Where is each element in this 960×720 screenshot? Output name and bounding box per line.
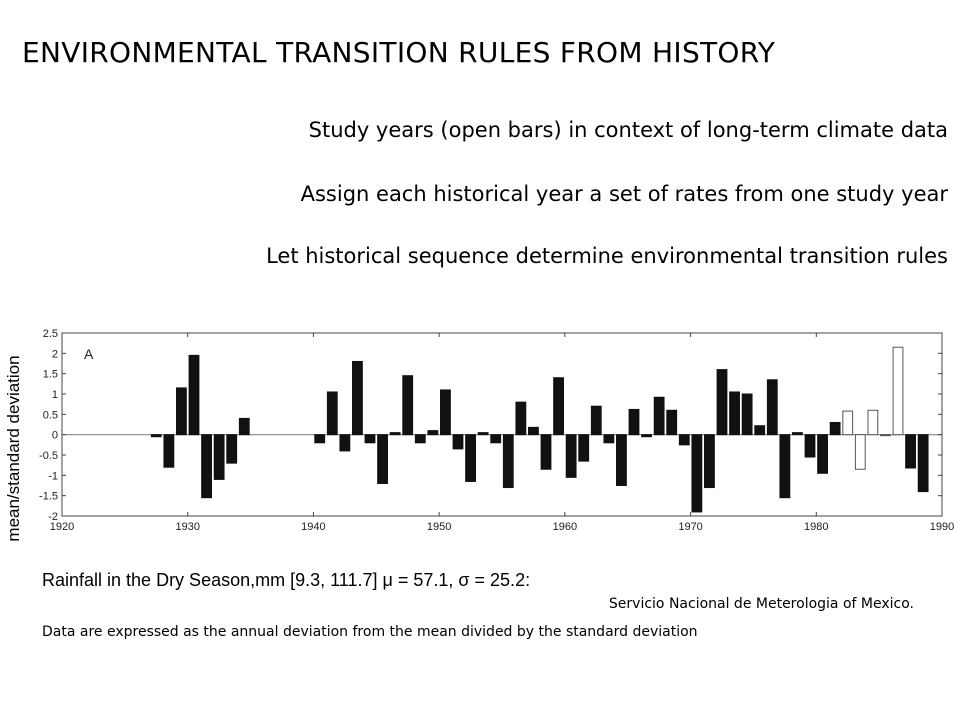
x-tick-label: 1940 — [301, 521, 326, 533]
historical-bar — [705, 435, 715, 488]
y-tick-label: 2 — [51, 348, 58, 361]
historical-bar — [918, 435, 928, 492]
historical-bar — [214, 435, 224, 480]
historical-bar — [227, 435, 237, 463]
x-tick-label: 1920 — [49, 521, 75, 533]
historical-bar — [415, 435, 425, 443]
bullet-transition-rules: Let historical sequence determine environmental transition rules — [266, 244, 948, 268]
y-tick-label: 1.5 — [42, 368, 58, 381]
historical-bar — [403, 376, 413, 435]
historical-bar — [755, 426, 765, 435]
y-axis-label: mean/standard deviation — [4, 355, 23, 542]
historical-bar — [579, 435, 589, 461]
study-year-bar — [855, 435, 865, 470]
historical-bar — [315, 435, 325, 443]
study-year-bar — [881, 435, 891, 436]
x-tick-label: 1970 — [678, 521, 703, 533]
historical-bar — [604, 435, 614, 443]
historical-bar — [353, 361, 363, 434]
y-tick-label: -1.5 — [39, 490, 58, 503]
historical-bar — [466, 435, 476, 482]
historical-bar — [340, 435, 350, 451]
study-year-bar — [843, 411, 853, 435]
historical-bar — [642, 435, 652, 437]
caption-source: Servicio Nacional de Meterologia of Mexico. — [608, 596, 914, 612]
historical-bar — [390, 433, 400, 435]
study-year-bar — [868, 410, 878, 434]
historical-bar — [365, 435, 375, 443]
historical-bar — [491, 435, 501, 443]
historical-bar — [679, 435, 689, 445]
historical-bar — [378, 435, 388, 484]
historical-bar — [202, 435, 212, 498]
y-tick-label: -1 — [48, 470, 58, 483]
historical-bar — [780, 435, 790, 498]
historical-bar — [453, 435, 463, 449]
y-tick-label: 0.5 — [42, 409, 58, 422]
historical-bar — [541, 435, 551, 470]
historical-bar — [566, 435, 576, 478]
x-tick-label: 1990 — [929, 521, 955, 533]
x-tick-label: 1930 — [175, 521, 200, 533]
historical-bar — [529, 427, 539, 434]
historical-bar — [830, 422, 840, 434]
historical-bar — [629, 409, 639, 434]
bullet-assign-rates: Assign each historical year a set of rates from one study year — [300, 182, 948, 206]
y-tick-label: -0.5 — [39, 450, 58, 462]
historical-bar — [805, 435, 815, 457]
historical-bar — [717, 370, 727, 435]
caption-note: Data are expressed as the annual deviation from the mean divided by the standard deviation — [42, 624, 698, 640]
historical-bar — [151, 435, 161, 437]
historical-bar — [327, 392, 337, 435]
slide-title: ENVIRONMENTAL TRANSITION RULES FROM HISTORY — [22, 36, 776, 69]
historical-bar — [428, 431, 438, 435]
historical-bar — [177, 388, 187, 435]
historical-bar — [730, 392, 740, 435]
x-tick-label: 1950 — [426, 521, 452, 533]
historical-bar — [793, 433, 803, 435]
historical-bar — [818, 435, 828, 474]
historical-bar — [667, 410, 677, 434]
historical-bar — [516, 402, 526, 435]
x-tick-label: 1980 — [804, 521, 829, 533]
bullet-study-years: Study years (open bars) in context of long-term climate data — [308, 118, 948, 142]
y-tick-label: 1 — [51, 389, 58, 401]
historical-bar — [742, 394, 752, 435]
y-tick-label: -2 — [48, 511, 58, 523]
y-tick-label: 2.5 — [42, 328, 58, 340]
historical-bar — [692, 435, 702, 512]
historical-bar — [478, 433, 488, 435]
historical-bar — [767, 380, 777, 435]
caption-rainfall: Rainfall in the Dry Season,mm [9.3, 111.7] μ = 57.1, σ = 25.2: — [42, 570, 531, 590]
panel-label: A — [84, 346, 94, 362]
historical-bar — [617, 435, 627, 486]
y-tick-label: 0 — [51, 429, 58, 442]
historical-bar — [164, 435, 174, 468]
study-year-bar — [893, 347, 903, 434]
historical-bar — [554, 378, 564, 435]
historical-bar — [189, 355, 199, 434]
historical-bar — [441, 390, 451, 435]
historical-bar — [654, 397, 664, 434]
historical-bar — [591, 406, 601, 434]
x-tick-label: 1960 — [552, 521, 578, 533]
historical-bar — [239, 418, 249, 434]
historical-bar — [906, 435, 916, 468]
historical-bar — [503, 435, 513, 488]
